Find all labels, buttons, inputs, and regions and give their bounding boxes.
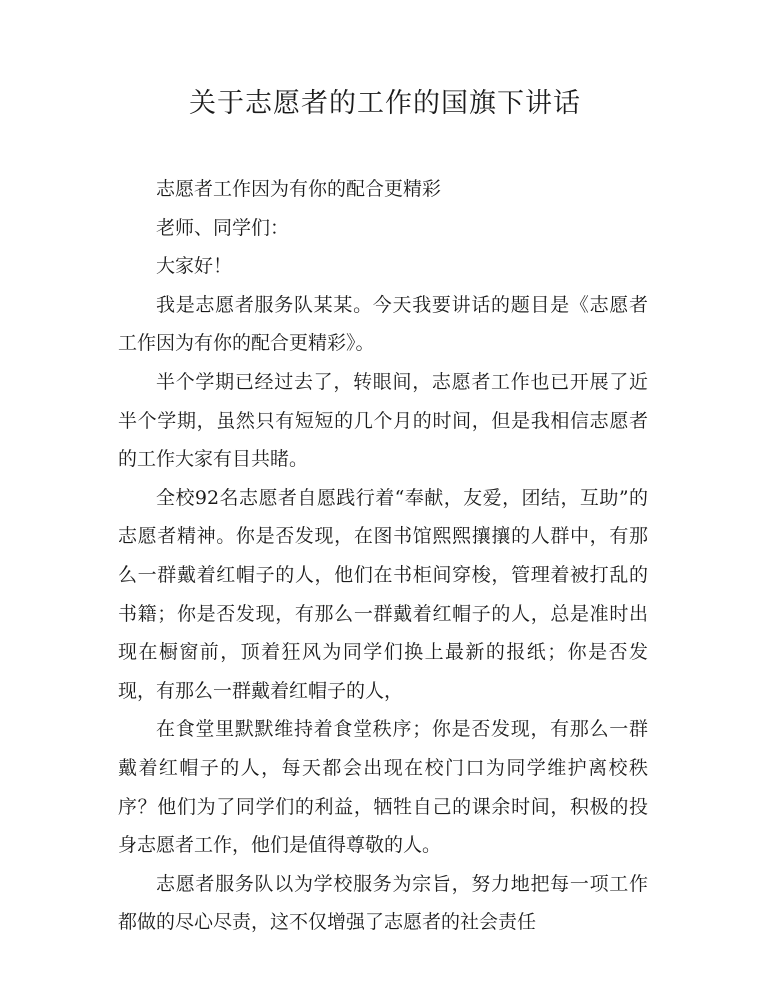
paragraph-volunteers: 全校92名志愿者自愿践行着“奉献，友爱，团结，互助”的志愿者精神。你是否发现，在图书馆熙熙攘攘的人群中，有那么一群戴着红帽子的人，他们在书柜间穿梭，管理着被打乱的书籍；你是否发现，有那么一群戴着红帽子的人，总是准时出现在橱窗前，顶着狂风为同学们换上最新的报纸；你是否发现，有那么一群戴着红帽子的人，	[118, 486, 648, 702]
paragraph-salutation: 老师、同学们：	[156, 216, 290, 239]
paragraph-greeting: 大家好！	[156, 255, 233, 278]
paragraph-subtitle: 志愿者工作因为有你的配合更精彩	[156, 178, 442, 200]
paragraph-service: 志愿者服务队以为学校服务为宗旨，努力地把每一项工作都做的尽心尽责，这不仅增强了志愿者的社会责任	[118, 872, 648, 934]
page-title: 关于志愿者的工作的国旗下讲话	[189, 88, 581, 119]
paragraph-semester: 半个学期已经过去了，转眼间，志愿者工作也已开展了近半个学期，虽然只有短短的几个月的时间，但是我相信志愿者的工作大家有目共睹。	[118, 370, 648, 471]
paragraph-canteen: 在食堂里默默维持着食堂秩序；你是否发现，有那么一群戴着红帽子的人，每天都会出现在校门口为同学维护离校秩序？他们为了同学们的利益，牺牲自己的课余时间，积极的投身志愿者工作，他们是值得尊敬的人。	[118, 718, 648, 857]
paragraph-introduction: 我是志愿者服务队某某。今天我要讲话的题目是《志愿者工作因为有你的配合更精彩》。	[118, 293, 648, 355]
document-body	[118, 170, 648, 942]
